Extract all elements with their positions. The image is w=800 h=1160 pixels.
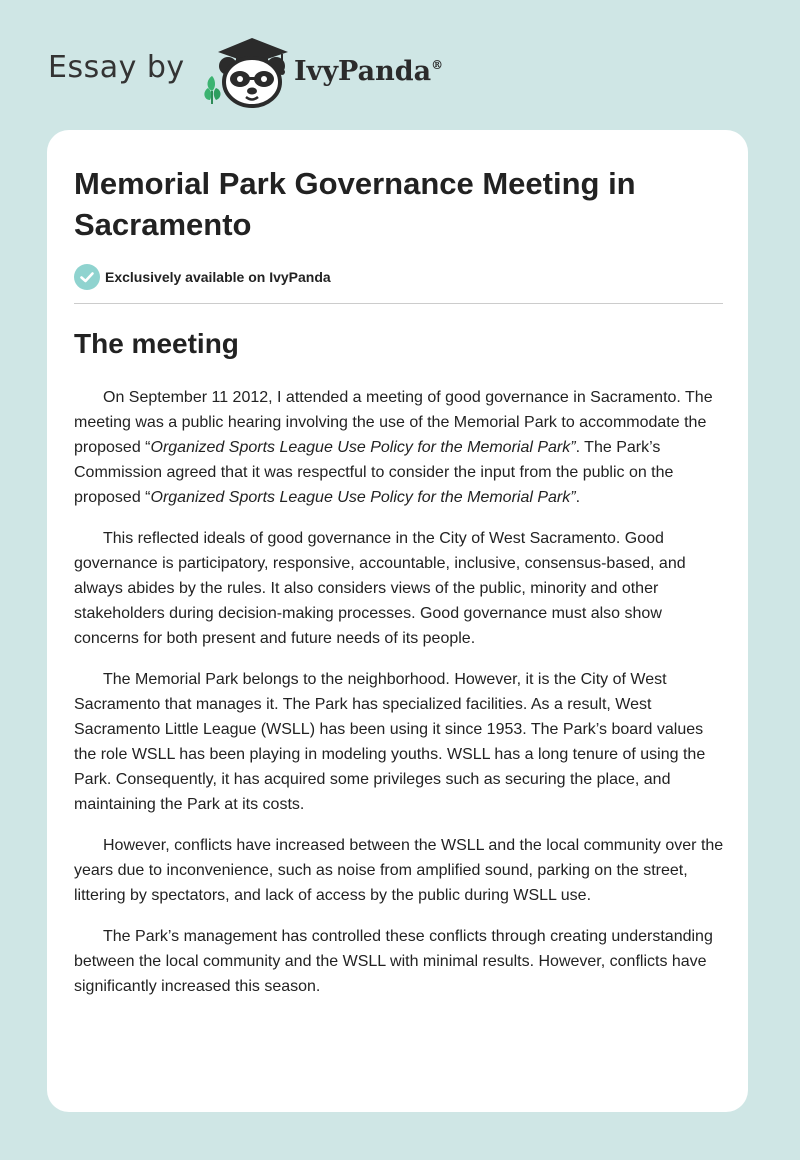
paragraph-2: This reflected ideals of good governance in the City of West Sacramento. Good governance is participatory, responsive, accountable, inclusive, consensus-based, and always abides by the rules. It also considers views of the public, minority and other stakeholders during decision-making processes. Good governance must also show concerns for both present and future needs of its people. [74, 530, 686, 647]
exclusive-badge [74, 264, 331, 290]
paragraph-1-text-a: On September 11 2012, I attended a meeting of good governance in Sacramento. The meeting was a public hearing involving the use of the Memorial Park to accommodate the proposed “ [74, 389, 713, 456]
badge-label: Exclusively available on IvyPanda [105, 269, 331, 285]
essay-by-label: Essay by [48, 50, 185, 85]
paragraph-1-text-b: . The Park’s Commission agreed that it was respectful to consider the input from the public on the proposed “ [74, 439, 674, 506]
section-heading: The meeting [74, 328, 239, 359]
essay-card [47, 130, 748, 1112]
policy-title-italic: Organized Sports League Use Policy for the Memorial Park” [150, 489, 576, 506]
registered-mark: ® [431, 58, 444, 72]
page-title: Memorial Park Governance Meeting in Sacramento [74, 166, 636, 242]
paragraph-1 [74, 385, 726, 510]
paragraph-5: The Park’s management has controlled these conflicts through creating understanding between the local community and the WSLL with minimal results. However, conflicts have significantly increased this season. [74, 928, 713, 995]
brand-logo-text[interactable] [294, 56, 443, 87]
site-header [0, 0, 800, 130]
check-icon [74, 264, 100, 290]
paragraph-3: The Memorial Park belongs to the neighborhood. However, it is the City of West Sacramento that manages it. The Park has specialized facilities. As a result, West Sacramento Little League (WSLL) has been using it since 1953. The Park’s board values the role WSLL has been playing in modeling youths. WSLL has a long tenure of using the Park. Consequently, it has acquired some privileges such as securing the place, and maintaining the Park at its costs. [74, 671, 706, 813]
panda-graduate-icon[interactable] [202, 36, 294, 110]
paragraph-1-text-c: . [575, 489, 581, 506]
divider [74, 303, 723, 304]
paragraph-4: However, conflicts have increased between the WSLL and the local community over the years due to inconvenience, such as noise from amplified sound, parking on the street, littering by spectators, and lack of access by the public during WSLL use. [74, 837, 724, 904]
ivy-leaf-icon [204, 76, 220, 104]
policy-title-italic: Organized Sports League Use Policy for the Memorial Park” [150, 439, 576, 456]
article-body [74, 385, 726, 1015]
brand-name: IvyPanda [294, 56, 432, 87]
